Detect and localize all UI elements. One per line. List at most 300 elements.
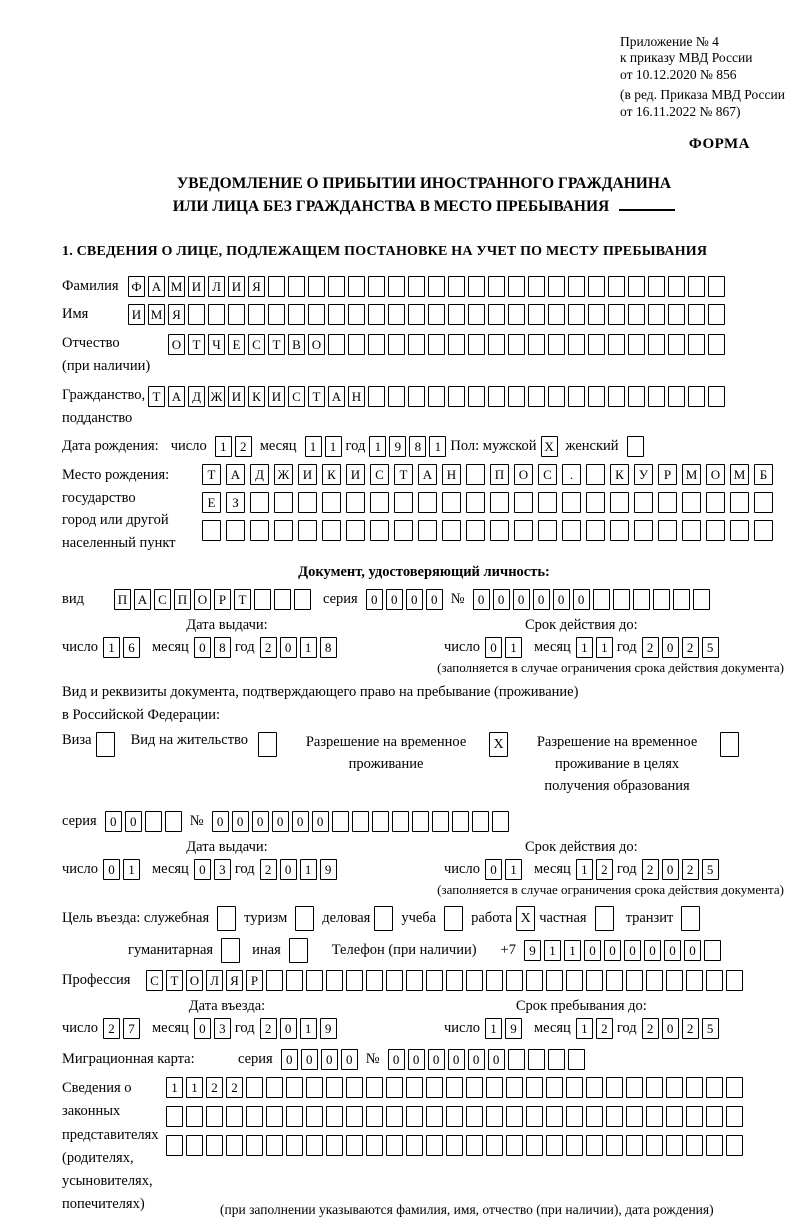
guardians-cell[interactable]: [626, 1135, 643, 1156]
guardians-cell[interactable]: [446, 1135, 463, 1156]
profession-cell[interactable]: Т: [166, 970, 183, 991]
birthplace-cell[interactable]: [466, 520, 485, 541]
guardians-cell[interactable]: [386, 1106, 403, 1127]
surname-cell[interactable]: [348, 276, 365, 297]
iddoc-type-cell[interactable]: [254, 589, 271, 610]
citizenship-cell[interactable]: И: [228, 386, 245, 407]
iddoc-series-cell[interactable]: 0: [386, 589, 403, 610]
guardians-cell[interactable]: [186, 1106, 203, 1127]
purpose-other-checkbox[interactable]: [289, 938, 308, 963]
phone-cell[interactable]: 1: [564, 940, 581, 961]
name-cell[interactable]: [528, 304, 545, 325]
guardians-cell[interactable]: [426, 1106, 443, 1127]
birthplace-cell[interactable]: О: [706, 464, 725, 485]
birthplace-cell[interactable]: М: [682, 464, 701, 485]
iddoc-issue-year-cell[interactable]: 2: [260, 637, 277, 658]
patronymic-cell[interactable]: [428, 334, 445, 355]
purpose-study-checkbox[interactable]: [444, 906, 463, 931]
guardians-cell[interactable]: [466, 1106, 483, 1127]
permit-exp-month-cell[interactable]: 1: [576, 859, 593, 880]
permit-exp-year-cell[interactable]: 2: [642, 859, 659, 880]
patronymic-cell[interactable]: [468, 334, 485, 355]
name-cell[interactable]: [208, 304, 225, 325]
birthplace-cell[interactable]: Т: [394, 464, 413, 485]
surname-cell[interactable]: [268, 276, 285, 297]
guardians-cell[interactable]: [366, 1077, 383, 1098]
patronymic-cell[interactable]: [448, 334, 465, 355]
permit-exp-year-cell[interactable]: 0: [662, 859, 679, 880]
purpose-transit-checkbox[interactable]: [681, 906, 700, 931]
guardians-cell[interactable]: [686, 1106, 703, 1127]
birthplace-cell[interactable]: И: [298, 464, 317, 485]
birth-year-cell[interactable]: 9: [389, 436, 406, 457]
name-cell[interactable]: [468, 304, 485, 325]
guardians-cell[interactable]: [526, 1106, 543, 1127]
profession-cell[interactable]: [306, 970, 323, 991]
profession-cell[interactable]: [606, 970, 623, 991]
birthplace-cell[interactable]: [562, 492, 581, 513]
migcard-number-cell[interactable]: [568, 1049, 585, 1070]
birthplace-cell[interactable]: [322, 492, 341, 513]
permit-series-cell[interactable]: 0: [125, 811, 142, 832]
surname-cell[interactable]: [588, 276, 605, 297]
iddoc-number-cell[interactable]: [693, 589, 710, 610]
entry-year-cell[interactable]: 0: [280, 1018, 297, 1039]
name-cell[interactable]: [408, 304, 425, 325]
phone-cell[interactable]: 0: [664, 940, 681, 961]
profession-cell[interactable]: Я: [226, 970, 243, 991]
guardians-cell[interactable]: [566, 1135, 583, 1156]
patronymic-cell[interactable]: О: [168, 334, 185, 355]
iddoc-type-cell[interactable]: А: [134, 589, 151, 610]
birthplace-cell[interactable]: [586, 492, 605, 513]
migcard-series-cell[interactable]: 0: [341, 1049, 358, 1070]
birthplace-cell[interactable]: [274, 492, 293, 513]
birthplace-cell[interactable]: А: [226, 464, 245, 485]
birthplace-cell[interactable]: Е: [202, 492, 221, 513]
migcard-number-cell[interactable]: 0: [388, 1049, 405, 1070]
birth-month-cell[interactable]: 1: [325, 436, 342, 457]
name-cell[interactable]: [448, 304, 465, 325]
guardians-cell[interactable]: [426, 1077, 443, 1098]
iddoc-type-cell[interactable]: О: [194, 589, 211, 610]
iddoc-exp-day-cell[interactable]: 0: [485, 637, 502, 658]
surname-cell[interactable]: М: [168, 276, 185, 297]
purpose-private-checkbox[interactable]: [595, 906, 614, 931]
guardians-cell[interactable]: [406, 1077, 423, 1098]
name-cell[interactable]: Я: [168, 304, 185, 325]
birthplace-cell[interactable]: [394, 520, 413, 541]
name-cell[interactable]: [308, 304, 325, 325]
birthplace-cell[interactable]: [706, 492, 725, 513]
permit-exp-year-cell[interactable]: 2: [682, 859, 699, 880]
patronymic-cell[interactable]: [608, 334, 625, 355]
migcard-series-cell[interactable]: 0: [321, 1049, 338, 1070]
citizenship-cell[interactable]: А: [168, 386, 185, 407]
guardians-cell[interactable]: [666, 1135, 683, 1156]
stay-year-cell[interactable]: 5: [702, 1018, 719, 1039]
birthplace-cell[interactable]: Р: [658, 464, 677, 485]
citizenship-cell[interactable]: [508, 386, 525, 407]
guardians-cell[interactable]: [506, 1135, 523, 1156]
birthplace-cell[interactable]: [394, 492, 413, 513]
stay-day-cell[interactable]: 9: [505, 1018, 522, 1039]
name-cell[interactable]: [588, 304, 605, 325]
patronymic-cell[interactable]: [488, 334, 505, 355]
iddoc-number-cell[interactable]: 0: [493, 589, 510, 610]
citizenship-cell[interactable]: [608, 386, 625, 407]
guardians-cell[interactable]: [206, 1135, 223, 1156]
guardians-cell[interactable]: [726, 1077, 743, 1098]
birthplace-cell[interactable]: П: [490, 464, 509, 485]
guardians-cell[interactable]: [466, 1135, 483, 1156]
citizenship-cell[interactable]: [388, 386, 405, 407]
birthplace-cell[interactable]: [490, 520, 509, 541]
patronymic-cell[interactable]: Ч: [208, 334, 225, 355]
profession-cell[interactable]: [286, 970, 303, 991]
iddoc-type-cell[interactable]: [294, 589, 311, 610]
entry-year-cell[interactable]: 2: [260, 1018, 277, 1039]
guardians-cell[interactable]: [666, 1077, 683, 1098]
iddoc-type-cell[interactable]: Т: [234, 589, 251, 610]
birthplace-cell[interactable]: [442, 492, 461, 513]
migcard-number-cell[interactable]: [548, 1049, 565, 1070]
guardians-cell[interactable]: 2: [226, 1077, 243, 1098]
name-cell[interactable]: [548, 304, 565, 325]
permit-number-cell[interactable]: [372, 811, 389, 832]
permit-series-cell[interactable]: 0: [105, 811, 122, 832]
citizenship-cell[interactable]: Ж: [208, 386, 225, 407]
guardians-cell[interactable]: [446, 1077, 463, 1098]
name-cell[interactable]: [628, 304, 645, 325]
birthplace-cell[interactable]: К: [610, 464, 629, 485]
guardians-cell[interactable]: [586, 1077, 603, 1098]
stay-year-cell[interactable]: 0: [662, 1018, 679, 1039]
phone-cell[interactable]: 0: [584, 940, 601, 961]
iddoc-series-cell[interactable]: 0: [426, 589, 443, 610]
permit-issue-month-cell[interactable]: 0: [194, 859, 211, 880]
citizenship-cell[interactable]: Т: [308, 386, 325, 407]
patronymic-cell[interactable]: [588, 334, 605, 355]
phone-cell[interactable]: 0: [604, 940, 621, 961]
entry-month-cell[interactable]: 0: [194, 1018, 211, 1039]
citizenship-cell[interactable]: [548, 386, 565, 407]
permit-series-cell[interactable]: [165, 811, 182, 832]
citizenship-cell[interactable]: [568, 386, 585, 407]
guardians-cell[interactable]: [526, 1135, 543, 1156]
patronymic-cell[interactable]: С: [248, 334, 265, 355]
profession-cell[interactable]: [486, 970, 503, 991]
name-cell[interactable]: [508, 304, 525, 325]
guardians-cell[interactable]: [606, 1135, 623, 1156]
surname-cell[interactable]: [368, 276, 385, 297]
profession-cell[interactable]: [646, 970, 663, 991]
purpose-official-checkbox[interactable]: [217, 906, 236, 931]
guardians-cell[interactable]: [226, 1106, 243, 1127]
migcard-series-cell[interactable]: 0: [281, 1049, 298, 1070]
citizenship-cell[interactable]: [688, 386, 705, 407]
citizenship-cell[interactable]: [408, 386, 425, 407]
name-cell[interactable]: [668, 304, 685, 325]
guardians-cell[interactable]: [286, 1077, 303, 1098]
profession-cell[interactable]: [586, 970, 603, 991]
surname-cell[interactable]: [388, 276, 405, 297]
permit-issue-year-cell[interactable]: 1: [300, 859, 317, 880]
birthplace-cell[interactable]: О: [514, 464, 533, 485]
birthplace-cell[interactable]: [226, 520, 245, 541]
migcard-number-cell[interactable]: [508, 1049, 525, 1070]
guardians-cell[interactable]: [546, 1077, 563, 1098]
iddoc-issue-year-cell[interactable]: 8: [320, 637, 337, 658]
guardians-cell[interactable]: 1: [186, 1077, 203, 1098]
surname-cell[interactable]: И: [228, 276, 245, 297]
permit-exp-day-cell[interactable]: 1: [505, 859, 522, 880]
profession-cell[interactable]: [706, 970, 723, 991]
citizenship-cell[interactable]: [448, 386, 465, 407]
iddoc-type-cell[interactable]: [274, 589, 291, 610]
birthplace-cell[interactable]: Ж: [274, 464, 293, 485]
birthplace-cell[interactable]: [754, 492, 773, 513]
birthplace-cell[interactable]: .: [562, 464, 581, 485]
stay-month-cell[interactable]: 2: [596, 1018, 613, 1039]
patronymic-cell[interactable]: [368, 334, 385, 355]
guardians-cell[interactable]: [426, 1135, 443, 1156]
guardians-cell[interactable]: 1: [166, 1077, 183, 1098]
phone-cell[interactable]: 1: [544, 940, 561, 961]
guardians-cell[interactable]: [306, 1135, 323, 1156]
guardians-cell[interactable]: [246, 1106, 263, 1127]
iddoc-series-cell[interactable]: 0: [406, 589, 423, 610]
birthplace-cell[interactable]: [610, 520, 629, 541]
surname-cell[interactable]: [328, 276, 345, 297]
guardians-cell[interactable]: [706, 1106, 723, 1127]
sex-male-checkbox[interactable]: X: [541, 436, 558, 457]
surname-cell[interactable]: [528, 276, 545, 297]
permit-issue-day-cell[interactable]: 1: [123, 859, 140, 880]
iddoc-number-cell[interactable]: [673, 589, 690, 610]
birthplace-cell[interactable]: [250, 492, 269, 513]
iddoc-number-cell[interactable]: [613, 589, 630, 610]
guardians-cell[interactable]: [166, 1135, 183, 1156]
patronymic-cell[interactable]: [628, 334, 645, 355]
profession-cell[interactable]: [346, 970, 363, 991]
citizenship-cell[interactable]: [488, 386, 505, 407]
surname-cell[interactable]: [408, 276, 425, 297]
birthplace-cell[interactable]: Т: [202, 464, 221, 485]
surname-cell[interactable]: [668, 276, 685, 297]
citizenship-cell[interactable]: Д: [188, 386, 205, 407]
name-cell[interactable]: М: [148, 304, 165, 325]
name-cell[interactable]: [328, 304, 345, 325]
name-cell[interactable]: [568, 304, 585, 325]
iddoc-exp-year-cell[interactable]: 2: [642, 637, 659, 658]
birthplace-cell[interactable]: [682, 492, 701, 513]
permit-series-cell[interactable]: [145, 811, 162, 832]
guardians-cell[interactable]: [266, 1106, 283, 1127]
profession-cell[interactable]: [726, 970, 743, 991]
guardians-cell[interactable]: [266, 1135, 283, 1156]
iddoc-exp-month-cell[interactable]: 1: [596, 637, 613, 658]
profession-cell[interactable]: [526, 970, 543, 991]
birthplace-cell[interactable]: [634, 520, 653, 541]
patronymic-cell[interactable]: Т: [188, 334, 205, 355]
profession-cell[interactable]: Л: [206, 970, 223, 991]
birthplace-cell[interactable]: [490, 492, 509, 513]
profession-cell[interactable]: О: [186, 970, 203, 991]
birthplace-cell[interactable]: [418, 492, 437, 513]
surname-cell[interactable]: [548, 276, 565, 297]
birth-day-cell[interactable]: 1: [215, 436, 232, 457]
guardians-cell[interactable]: [226, 1135, 243, 1156]
iddoc-exp-month-cell[interactable]: 1: [576, 637, 593, 658]
birthplace-cell[interactable]: А: [418, 464, 437, 485]
profession-cell[interactable]: [426, 970, 443, 991]
profession-cell[interactable]: Р: [246, 970, 263, 991]
guardians-cell[interactable]: [586, 1135, 603, 1156]
guardians-cell[interactable]: [386, 1135, 403, 1156]
profession-cell[interactable]: [566, 970, 583, 991]
iddoc-issue-year-cell[interactable]: 1: [300, 637, 317, 658]
entry-day-cell[interactable]: 2: [103, 1018, 120, 1039]
guardians-cell[interactable]: [506, 1106, 523, 1127]
permit-number-cell[interactable]: 0: [312, 811, 329, 832]
birthplace-cell[interactable]: [586, 464, 605, 485]
guardians-cell[interactable]: [386, 1077, 403, 1098]
surname-cell[interactable]: [608, 276, 625, 297]
name-cell[interactable]: [248, 304, 265, 325]
guardians-cell[interactable]: [286, 1135, 303, 1156]
birthplace-cell[interactable]: [706, 520, 725, 541]
guardians-cell[interactable]: [626, 1077, 643, 1098]
surname-cell[interactable]: [708, 276, 725, 297]
surname-cell[interactable]: [648, 276, 665, 297]
birthplace-cell[interactable]: [658, 520, 677, 541]
guardians-cell[interactable]: [726, 1106, 743, 1127]
surname-cell[interactable]: [508, 276, 525, 297]
iddoc-type-cell[interactable]: П: [174, 589, 191, 610]
patronymic-cell[interactable]: [508, 334, 525, 355]
iddoc-number-cell[interactable]: 0: [573, 589, 590, 610]
permit-number-cell[interactable]: [432, 811, 449, 832]
profession-cell[interactable]: [266, 970, 283, 991]
migcard-number-cell[interactable]: 0: [468, 1049, 485, 1070]
birthplace-cell[interactable]: [298, 520, 317, 541]
guardians-cell[interactable]: [726, 1135, 743, 1156]
birth-day-cell[interactable]: 2: [235, 436, 252, 457]
sex-female-checkbox[interactable]: [627, 436, 644, 457]
permit-number-cell[interactable]: 0: [232, 811, 249, 832]
birthplace-cell[interactable]: [610, 492, 629, 513]
guardians-cell[interactable]: [166, 1106, 183, 1127]
guardians-cell[interactable]: [306, 1077, 323, 1098]
permit-issue-year-cell[interactable]: 0: [280, 859, 297, 880]
birth-year-cell[interactable]: 8: [409, 436, 426, 457]
iddoc-issue-month-cell[interactable]: 0: [194, 637, 211, 658]
phone-cell[interactable]: [704, 940, 721, 961]
iddoc-number-cell[interactable]: 0: [553, 589, 570, 610]
stay-year-cell[interactable]: 2: [642, 1018, 659, 1039]
iddoc-series-cell[interactable]: 0: [366, 589, 383, 610]
name-cell[interactable]: [648, 304, 665, 325]
migcard-number-cell[interactable]: 0: [408, 1049, 425, 1070]
guardians-cell[interactable]: [486, 1106, 503, 1127]
iddoc-number-cell[interactable]: 0: [533, 589, 550, 610]
birthplace-cell[interactable]: Н: [442, 464, 461, 485]
migcard-series-cell[interactable]: 0: [301, 1049, 318, 1070]
surname-cell[interactable]: [568, 276, 585, 297]
citizenship-cell[interactable]: Н: [348, 386, 365, 407]
birthplace-cell[interactable]: [634, 492, 653, 513]
profession-cell[interactable]: [366, 970, 383, 991]
guardians-cell[interactable]: [266, 1077, 283, 1098]
patronymic-cell[interactable]: [408, 334, 425, 355]
phone-cell[interactable]: 9: [524, 940, 541, 961]
iddoc-number-cell[interactable]: 0: [473, 589, 490, 610]
patronymic-cell[interactable]: [528, 334, 545, 355]
profession-cell[interactable]: [446, 970, 463, 991]
iddoc-type-cell[interactable]: Р: [214, 589, 231, 610]
patronymic-cell[interactable]: [348, 334, 365, 355]
permit-issue-day-cell[interactable]: 0: [103, 859, 120, 880]
permit-number-cell[interactable]: [472, 811, 489, 832]
citizenship-cell[interactable]: [528, 386, 545, 407]
iddoc-exp-day-cell[interactable]: 1: [505, 637, 522, 658]
name-cell[interactable]: [488, 304, 505, 325]
birthplace-cell[interactable]: С: [370, 464, 389, 485]
guardians-cell[interactable]: [566, 1077, 583, 1098]
purpose-tourism-checkbox[interactable]: [295, 906, 314, 931]
profession-cell[interactable]: [466, 970, 483, 991]
guardians-cell[interactable]: [526, 1077, 543, 1098]
permit-number-cell[interactable]: [492, 811, 509, 832]
guardians-cell[interactable]: 2: [206, 1077, 223, 1098]
profession-cell[interactable]: [626, 970, 643, 991]
guardians-cell[interactable]: [566, 1106, 583, 1127]
surname-cell[interactable]: [688, 276, 705, 297]
name-cell[interactable]: [288, 304, 305, 325]
birthplace-cell[interactable]: К: [322, 464, 341, 485]
iddoc-issue-day-cell[interactable]: 1: [103, 637, 120, 658]
patronymic-cell[interactable]: Т: [268, 334, 285, 355]
phone-cell[interactable]: 0: [644, 940, 661, 961]
birthplace-cell[interactable]: [202, 520, 221, 541]
permit-number-cell[interactable]: [332, 811, 349, 832]
guardians-cell[interactable]: [206, 1106, 223, 1127]
name-cell[interactable]: [368, 304, 385, 325]
migcard-number-cell[interactable]: [528, 1049, 545, 1070]
citizenship-cell[interactable]: [588, 386, 605, 407]
guardians-cell[interactable]: [366, 1106, 383, 1127]
birthplace-cell[interactable]: [562, 520, 581, 541]
guardians-cell[interactable]: [546, 1106, 563, 1127]
rvp-edu-checkbox[interactable]: [720, 732, 739, 757]
guardians-cell[interactable]: [246, 1135, 263, 1156]
patronymic-cell[interactable]: [388, 334, 405, 355]
birthplace-cell[interactable]: Д: [250, 464, 269, 485]
birthplace-cell[interactable]: [346, 520, 365, 541]
birthplace-cell[interactable]: [466, 492, 485, 513]
permit-exp-day-cell[interactable]: 0: [485, 859, 502, 880]
surname-cell[interactable]: Л: [208, 276, 225, 297]
surname-cell[interactable]: А: [148, 276, 165, 297]
guardians-cell[interactable]: [366, 1135, 383, 1156]
guardians-cell[interactable]: [686, 1077, 703, 1098]
birthplace-cell[interactable]: [322, 520, 341, 541]
purpose-humanitarian-checkbox[interactable]: [221, 938, 240, 963]
surname-cell[interactable]: [488, 276, 505, 297]
iddoc-number-cell[interactable]: [633, 589, 650, 610]
citizenship-cell[interactable]: [668, 386, 685, 407]
